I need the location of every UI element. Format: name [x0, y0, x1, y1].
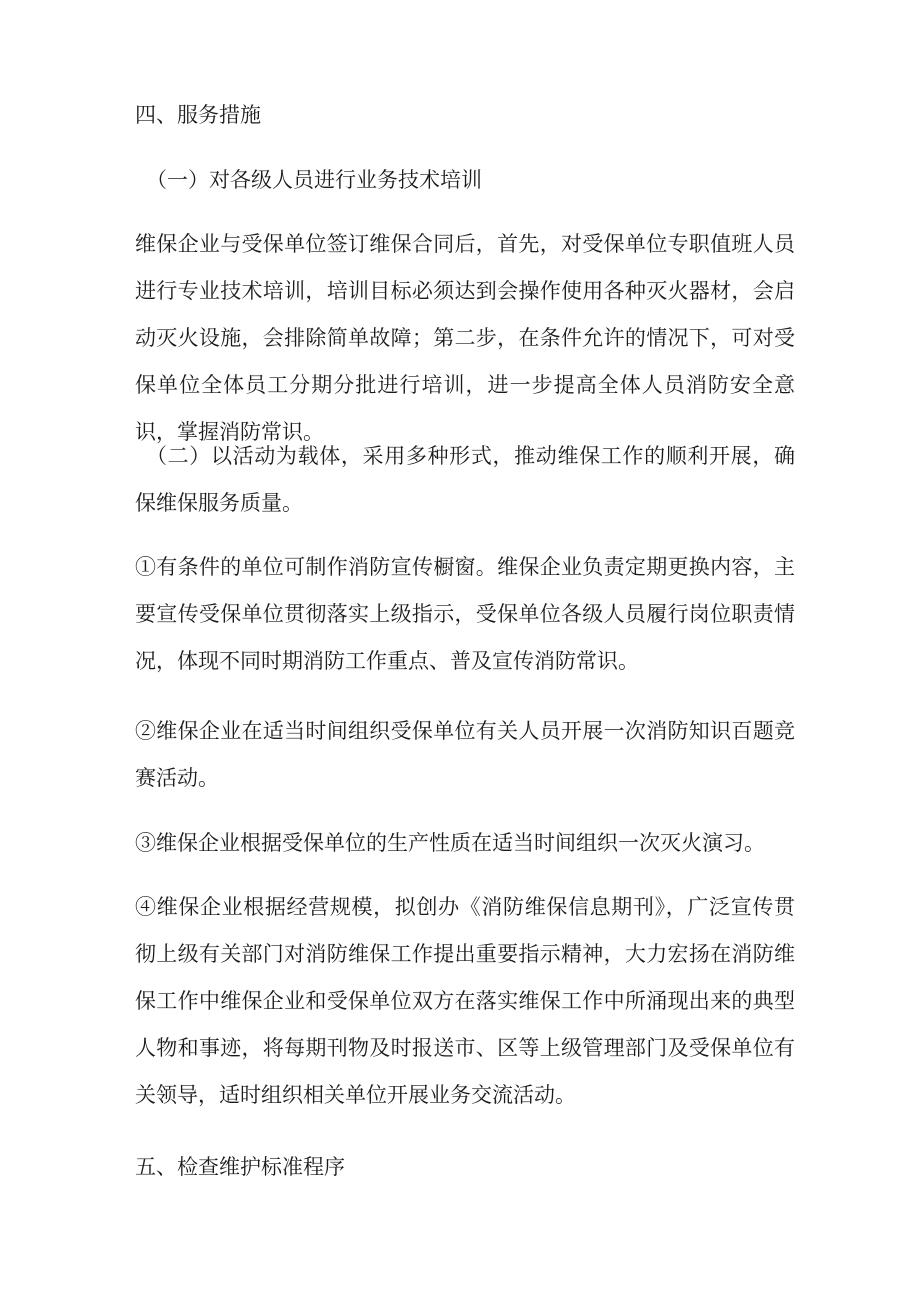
paragraph-training: 维保企业与受保单位签订维保合同后，首先，对受保单位专职值班人员进行专业技术培训，培训目标必须达到会操作使用各种灭火器材，会启动灭火设施，会排除简单故障；第二步，在条件允许的情况下，可对受保单位全体员工分期分批进行培训，进一步提高全体人员消防安全意识，掌握消防常识。 [135, 232, 795, 444]
subsection-heading-2: （二）以活动为载体，采用多种形式，推动维保工作的顺利开展，确保维保服务质量。 [135, 444, 795, 515]
subsection-heading-1: （一）对各级人员进行业务技术培训 [146, 168, 482, 192]
list-item-4: ④维保企业根据经营规模，拟创办《消防维保信息期刊》，广泛宣传贯彻上级有关部门对消防维保工作提出重要指示精神，大力宏扬在消防维保工作中维保企业和受保单位双方在落实维保工作中所涌现出来的典型人物和事迹，将每期刊物及时报送市、区等上级管理部门及受保单位有关领导，适时组织相关单位开展业务交流活动。 [135, 895, 795, 1107]
list-item-3: ③维保企业根据受保单位的生产性质在适当时间组织一次灭火演习。 [135, 831, 765, 855]
section-heading-4: 四、服务措施 [135, 103, 261, 127]
list-item-1: ①有条件的单位可制作消防宣传橱窗。维保企业负责定期更换内容，主要宣传受保单位贯彻落实上级指示，受保单位各级人员履行岗位职责情况，体现不同时期消防工作重点、普及宣传消防常识。 [135, 555, 795, 673]
list-item-2: ②维保企业在适当时间组织受保单位有关人员开展一次消防知识百题竞赛活动。 [135, 719, 795, 790]
section-heading-5: 五、检查维护标准程序 [135, 1155, 345, 1179]
